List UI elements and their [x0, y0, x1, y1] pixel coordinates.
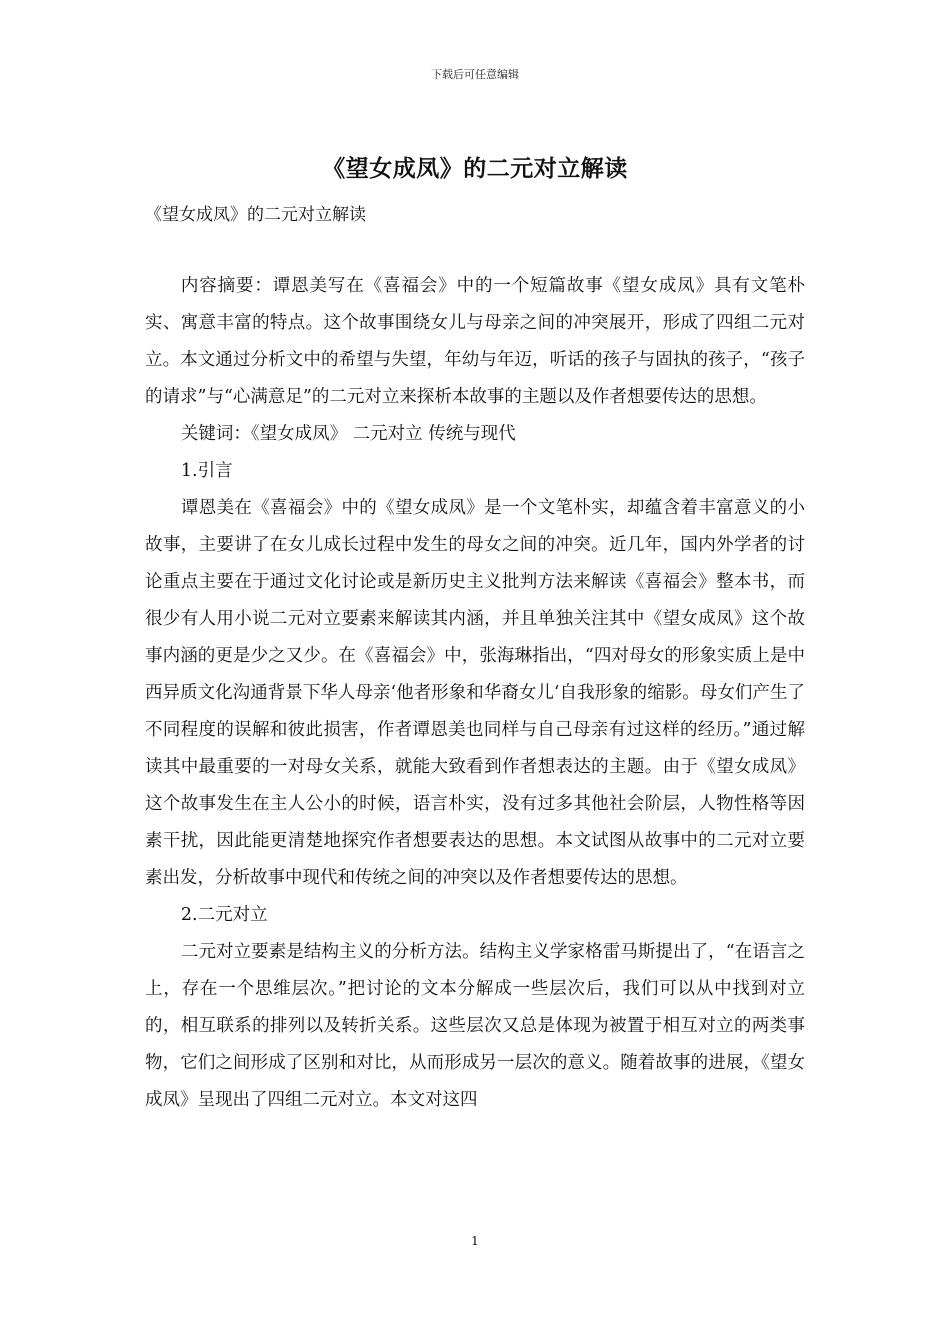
document-subtitle: 《望女成凤》的二元对立解读 — [145, 205, 366, 225]
document-body — [145, 268, 805, 1119]
introduction-paragraph: 谭恩美在《喜福会》中的《望女成凤》是一个文笔朴实，却蕴含着丰富意义的小故事，主要讲了在女儿成长过程中发生的母女之间的冲突。近几年，国内外学者的讨论重点主要在于通过文化讨论或是新历史主义批判方法来解读《喜福会》整本书，而很少有人用小说二元对立要素来解读其内涵，并且单独关注其中《望女成凤》这个故事内涵的更是少之又少。在《喜福会》中，张海琳指出，“四对母女的形象实质上是中西异质文化沟通背景下华人母亲‘他者形象和华裔女儿‘自我形象的缩影。母女们产生了不同程度的误解和彼此损害，作者谭恩美也同样与自己母亲有过这样的经历。”通过解读其中最重要的一对母女关系，就能大致看到作者想表达的主题。由于《望女成凤》这个故事发生在主人公小的时候，语言朴实，没有过多其他社会阶层，人物性格等因素干扰，因此能更清楚地探究作者想要表达的思想。本文试图从故事中的二元对立要素出发，分析故事中现代和传统之间的冲突以及作者想要传达的思想。 — [145, 498, 805, 888]
abstract-paragraph: 内容摘要：谭恩美写在《喜福会》中的一个短篇故事《望女成凤》具有文笔朴实、寓意丰富的特点。这个故事围绕女儿与母亲之间的冲突展开，形成了四组二元对立。本文通过分析文中的希望与失望，年幼与年迈，听话的孩子与固执的孩子，“孩子的请求”与“心满意足”的二元对立来探析本故事的主题以及作者想要传达的思想。 — [145, 276, 805, 407]
keywords-paragraph: 关键词：《望女成凤》 二元对立 传统与现代 — [180, 424, 516, 444]
header-note: 下载后可任意编辑 — [431, 68, 519, 81]
document-title: 《望女成凤》的二元对立解读 — [322, 155, 628, 182]
section-heading-binary-opposition: 2.二元对立 — [180, 905, 268, 925]
page-number: 1 — [471, 1234, 479, 1248]
binary-opposition-paragraph: 二元对立要素是结构主义的分析方法。结构主义学家格雷马斯提出了，“在语言之上，存在一个思维层次。”把讨论的文本分解成一些层次后，我们可以从中找到对立的，相互联系的排列以及转折关系。这些层次又总是体现为被置于相互对立的两类事物，它们之间形成了区别和对比，从而形成另一层次的意义。随着故事的进展，《望女成凤》呈现出了四组二元对立。本文对这四 — [145, 942, 805, 1110]
section-heading-introduction: 1.引言 — [180, 461, 233, 481]
